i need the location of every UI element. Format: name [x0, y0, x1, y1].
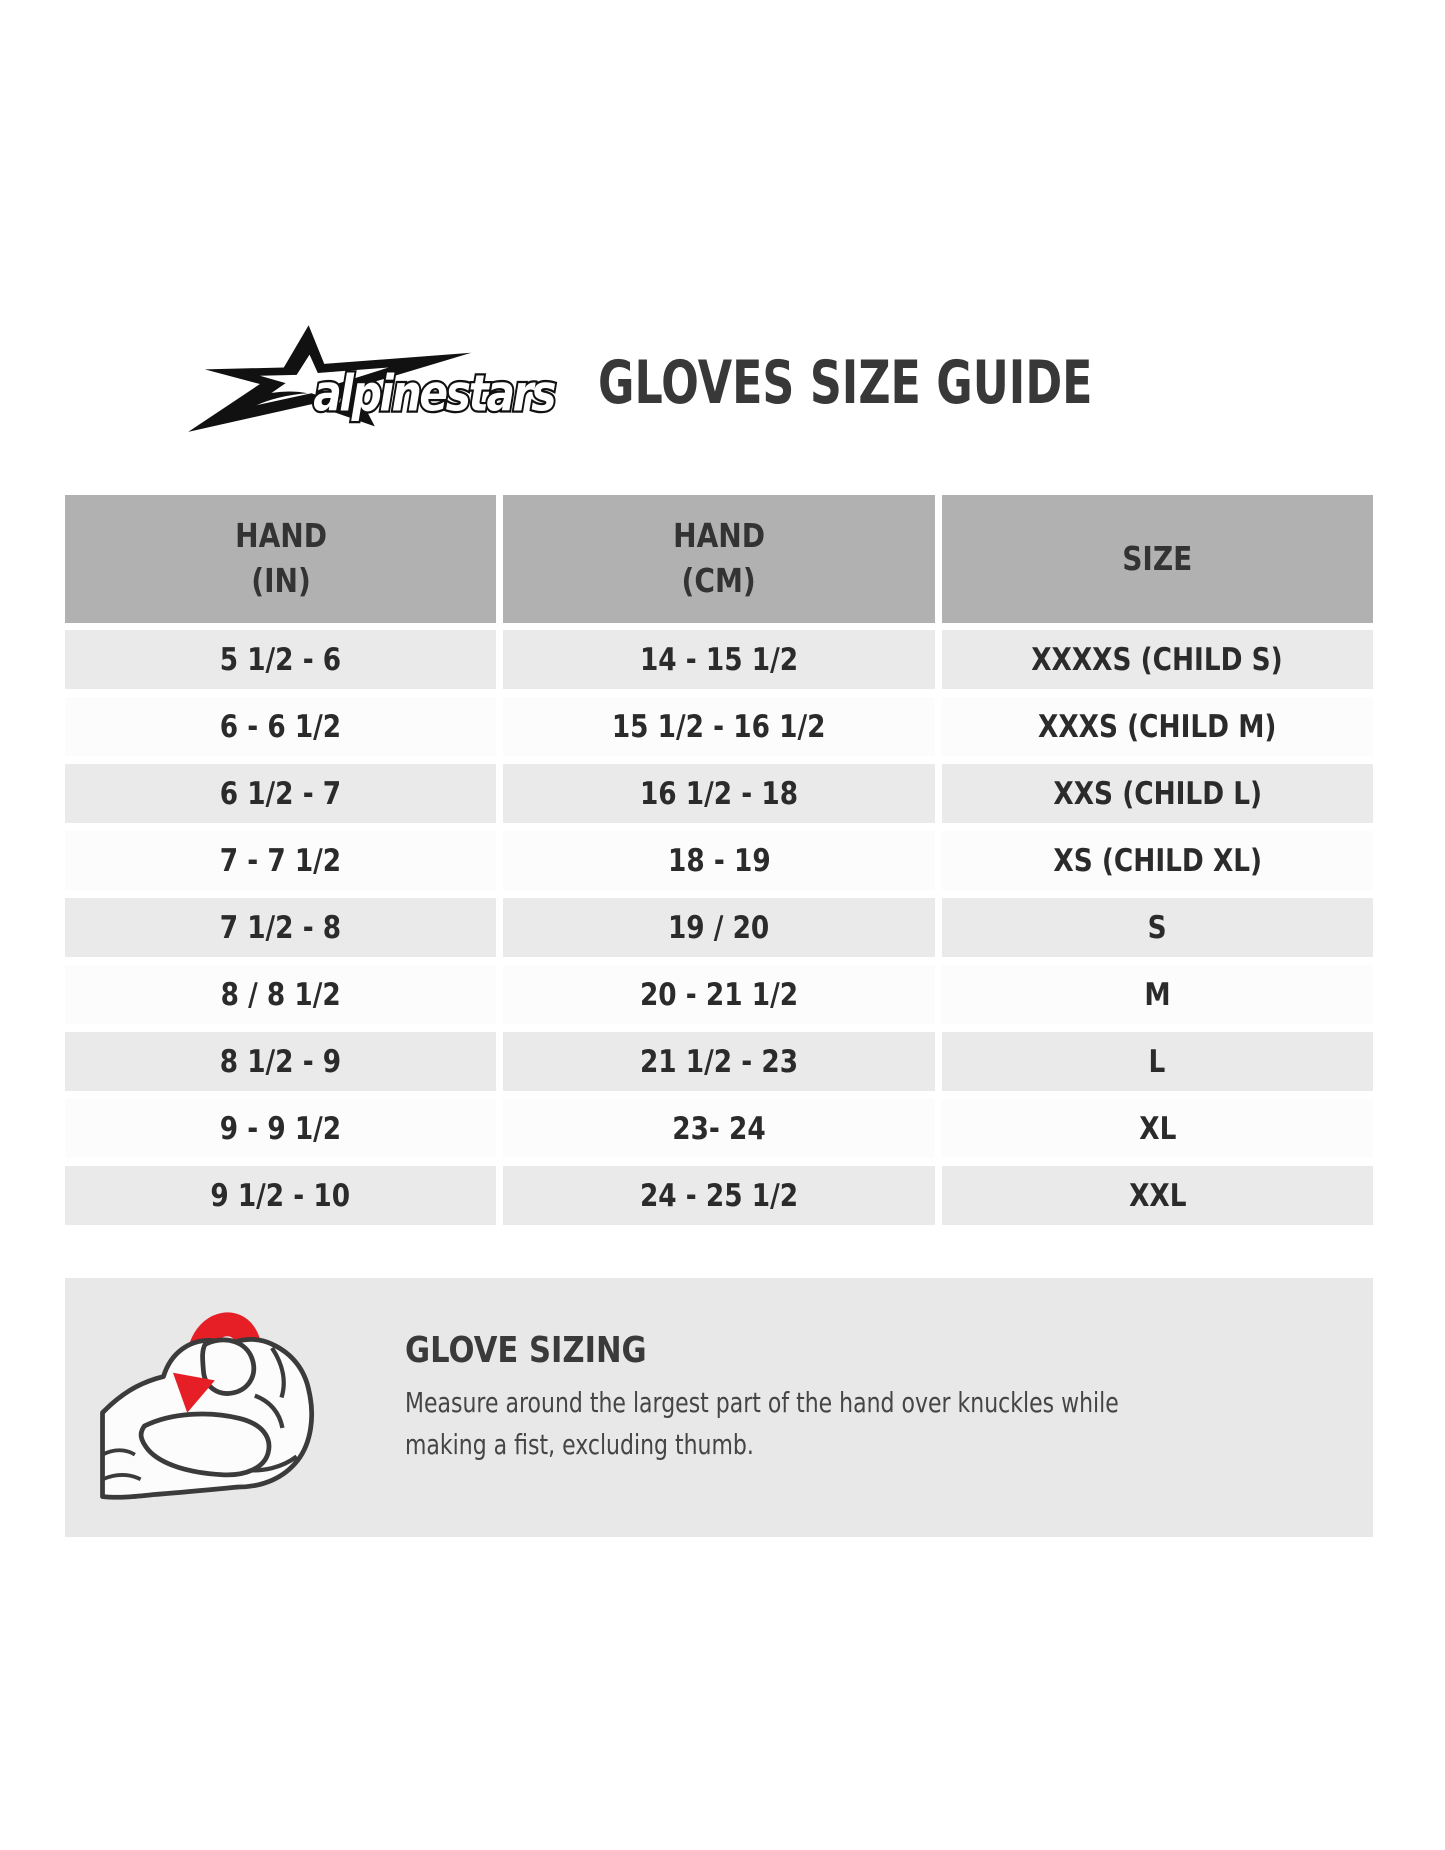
- table-cell: 23- 24: [503, 1099, 934, 1158]
- table-cell: XXS (CHILD L): [942, 764, 1373, 823]
- table-cell: 16 1/2 - 18: [503, 764, 934, 823]
- table-cell: 20 - 21 1/2: [503, 965, 934, 1024]
- table-cell: XXL: [942, 1166, 1373, 1225]
- glove-sizing-description: Measure around the largest part of the hand over knuckles while making a fist, excluding thumb.: [405, 1387, 1119, 1462]
- table-cell: L: [942, 1032, 1373, 1091]
- column-header: SIZE: [942, 495, 1373, 623]
- table-row: [65, 630, 1373, 689]
- table-row: [65, 831, 1373, 890]
- table-cell: 18 - 19: [503, 831, 934, 890]
- table-cell: 8 / 8 1/2: [65, 965, 496, 1024]
- table-cell: 19 / 20: [503, 898, 934, 957]
- table-cell: XL: [942, 1099, 1373, 1158]
- column-header: HAND (CM): [503, 495, 934, 623]
- table-row: [65, 898, 1373, 957]
- table-row: [65, 697, 1373, 756]
- table-cell: 7 - 7 1/2: [65, 831, 496, 890]
- table-cell: XXXXS (CHILD S): [942, 630, 1373, 689]
- column-header: HAND (IN): [65, 495, 496, 623]
- table-cell: XS (CHILD XL): [942, 831, 1373, 890]
- page-title: GLOVES SIZE GUIDE: [598, 348, 1093, 418]
- table-cell: 6 1/2 - 7: [65, 764, 496, 823]
- table-cell: 9 1/2 - 10: [65, 1166, 496, 1225]
- table-row: [65, 764, 1373, 823]
- table-cell: 24 - 25 1/2: [503, 1166, 934, 1225]
- alpinestars-logo: [168, 318, 600, 440]
- table-cell: S: [942, 898, 1373, 957]
- table-cell: 7 1/2 - 8: [65, 898, 496, 957]
- table-cell: 6 - 6 1/2: [65, 697, 496, 756]
- size-table-header-row: [65, 495, 1373, 623]
- fist-measure-icon: [93, 1288, 331, 1526]
- table-cell: 5 1/2 - 6: [65, 630, 496, 689]
- size-table-body: [65, 630, 1373, 1225]
- table-cell: 14 - 15 1/2: [503, 630, 934, 689]
- glove-sizing-heading: GLOVE SIZING: [405, 1330, 647, 1371]
- table-cell: 9 - 9 1/2: [65, 1099, 496, 1158]
- table-row: [65, 1032, 1373, 1091]
- table-cell: M: [942, 965, 1373, 1024]
- glove-sizing-panel: [65, 1278, 1373, 1537]
- size-table: [65, 495, 1373, 1233]
- table-cell: XXXS (CHILD M): [942, 697, 1373, 756]
- table-cell: 8 1/2 - 9: [65, 1032, 496, 1091]
- alpinestars-wordmark: alpinestars: [313, 364, 556, 423]
- table-row: [65, 1099, 1373, 1158]
- table-row: [65, 1166, 1373, 1225]
- table-cell: 15 1/2 - 16 1/2: [503, 697, 934, 756]
- table-row: [65, 965, 1373, 1024]
- table-cell: 21 1/2 - 23: [503, 1032, 934, 1091]
